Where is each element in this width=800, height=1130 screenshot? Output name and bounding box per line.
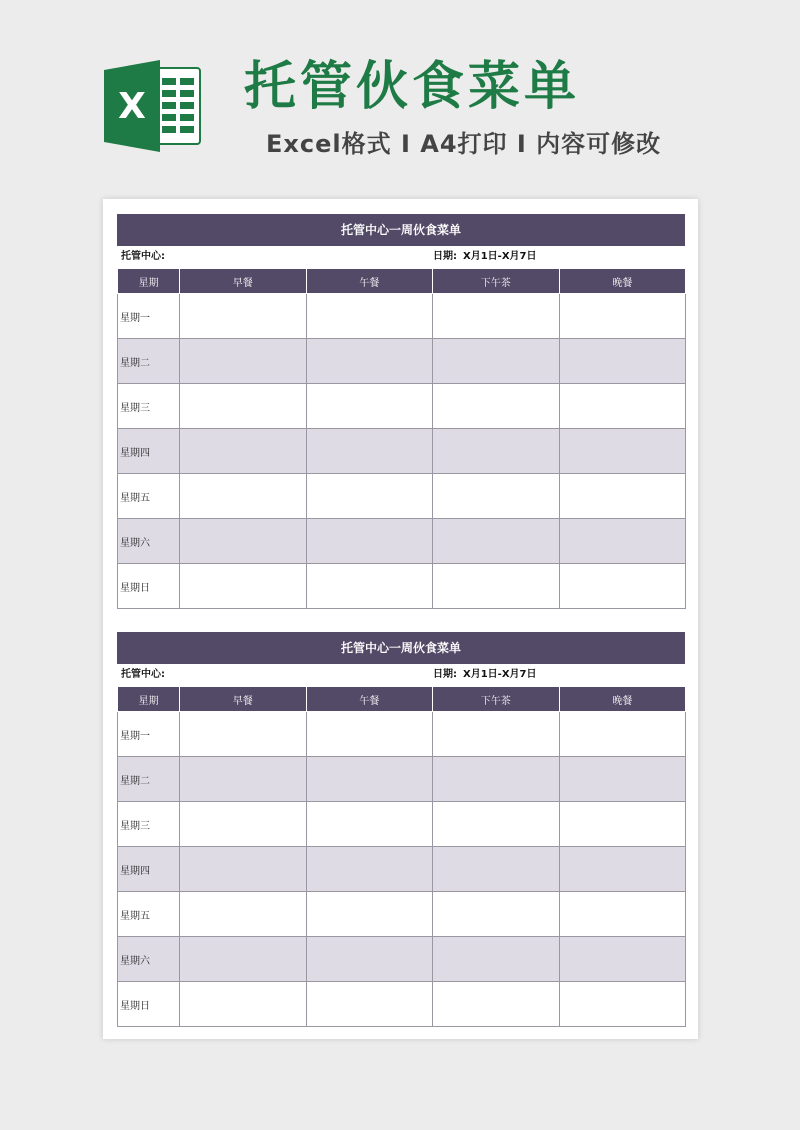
meal-cell[interactable] xyxy=(433,802,560,847)
svg-text:X: X xyxy=(118,86,146,127)
meal-cell[interactable] xyxy=(559,847,686,892)
meal-cell[interactable] xyxy=(180,384,307,429)
table-row xyxy=(118,429,686,474)
menu-sheet-1 xyxy=(117,214,685,609)
column-header: 星期 xyxy=(118,269,180,294)
menu-table xyxy=(117,686,686,1027)
meal-cell[interactable] xyxy=(559,802,686,847)
date-label: 日期: xyxy=(433,669,457,680)
document-page xyxy=(103,199,698,1039)
column-header: 晚餐 xyxy=(559,269,686,294)
day-cell: 星期日 xyxy=(118,982,180,1027)
table-header-row xyxy=(118,269,686,294)
table-row xyxy=(118,712,686,757)
meal-cell[interactable] xyxy=(559,339,686,384)
meal-cell[interactable] xyxy=(433,892,560,937)
meal-cell[interactable] xyxy=(306,339,433,384)
center-label: 托管中心: xyxy=(121,251,165,262)
meal-cell[interactable] xyxy=(180,802,307,847)
column-header: 午餐 xyxy=(306,687,433,712)
day-cell: 星期六 xyxy=(118,519,180,564)
page-subtitle: Excel格式 I A4打印 I 内容可修改 xyxy=(266,130,662,158)
meal-cell[interactable] xyxy=(306,757,433,802)
meal-cell[interactable] xyxy=(559,982,686,1027)
meal-cell[interactable] xyxy=(559,519,686,564)
day-cell: 星期四 xyxy=(118,429,180,474)
center-label: 托管中心: xyxy=(121,669,165,680)
excel-icon xyxy=(104,60,204,152)
meal-cell[interactable] xyxy=(433,712,560,757)
meal-cell[interactable] xyxy=(559,429,686,474)
meal-cell[interactable] xyxy=(306,564,433,609)
table-header-row xyxy=(118,687,686,712)
meal-cell[interactable] xyxy=(306,847,433,892)
day-cell: 星期六 xyxy=(118,937,180,982)
page-header xyxy=(0,0,800,190)
meal-cell[interactable] xyxy=(433,474,560,519)
day-cell: 星期三 xyxy=(118,384,180,429)
meal-cell[interactable] xyxy=(180,339,307,384)
meal-cell[interactable] xyxy=(180,474,307,519)
meal-cell[interactable] xyxy=(180,847,307,892)
meal-cell[interactable] xyxy=(180,564,307,609)
meal-cell[interactable] xyxy=(559,892,686,937)
day-cell: 星期二 xyxy=(118,757,180,802)
meal-cell[interactable] xyxy=(306,982,433,1027)
meal-cell[interactable] xyxy=(180,429,307,474)
meal-cell[interactable] xyxy=(433,847,560,892)
meal-cell[interactable] xyxy=(433,982,560,1027)
page-title: 托管伙食菜单 xyxy=(244,57,581,117)
column-header: 早餐 xyxy=(180,687,307,712)
table-row xyxy=(118,847,686,892)
meal-cell[interactable] xyxy=(433,339,560,384)
sheet-title: 托管中心一周伙食菜单 xyxy=(117,214,685,246)
day-cell: 星期日 xyxy=(118,564,180,609)
sheet-title: 托管中心一周伙食菜单 xyxy=(117,632,685,664)
table-row xyxy=(118,757,686,802)
table-row xyxy=(118,982,686,1027)
day-cell: 星期一 xyxy=(118,712,180,757)
table-row xyxy=(118,892,686,937)
meal-cell[interactable] xyxy=(433,384,560,429)
table-row xyxy=(118,339,686,384)
column-header: 早餐 xyxy=(180,269,307,294)
meal-cell[interactable] xyxy=(433,519,560,564)
meal-cell[interactable] xyxy=(433,937,560,982)
meal-cell[interactable] xyxy=(180,982,307,1027)
table-row xyxy=(118,519,686,564)
meal-cell[interactable] xyxy=(306,519,433,564)
column-header: 午餐 xyxy=(306,269,433,294)
menu-table xyxy=(117,268,686,609)
meal-cell[interactable] xyxy=(559,757,686,802)
day-cell: 星期五 xyxy=(118,892,180,937)
date-value: X月1日-X月7日 xyxy=(463,251,537,262)
meal-cell[interactable] xyxy=(180,519,307,564)
table-row xyxy=(118,384,686,429)
table-row xyxy=(118,937,686,982)
column-header: 下午茶 xyxy=(433,269,560,294)
meal-cell[interactable] xyxy=(306,384,433,429)
info-row xyxy=(117,664,685,686)
meal-cell[interactable] xyxy=(180,892,307,937)
meal-cell[interactable] xyxy=(306,294,433,339)
column-header: 下午茶 xyxy=(433,687,560,712)
date-value: X月1日-X月7日 xyxy=(463,669,537,680)
column-header: 星期 xyxy=(118,687,180,712)
day-cell: 星期五 xyxy=(118,474,180,519)
date-info xyxy=(433,664,543,686)
day-cell: 星期四 xyxy=(118,847,180,892)
date-label: 日期: xyxy=(433,251,457,262)
info-row xyxy=(117,246,685,268)
meal-cell[interactable] xyxy=(559,937,686,982)
meal-cell[interactable] xyxy=(433,564,560,609)
meal-cell[interactable] xyxy=(559,474,686,519)
meal-cell[interactable] xyxy=(180,937,307,982)
date-info xyxy=(433,246,543,268)
meal-cell[interactable] xyxy=(306,474,433,519)
meal-cell[interactable] xyxy=(559,564,686,609)
meal-cell[interactable] xyxy=(433,757,560,802)
meal-cell[interactable] xyxy=(306,429,433,474)
table-row xyxy=(118,474,686,519)
meal-cell[interactable] xyxy=(180,294,307,339)
meal-cell[interactable] xyxy=(306,712,433,757)
meal-cell[interactable] xyxy=(180,712,307,757)
menu-sheet-2 xyxy=(117,632,685,1027)
table-row xyxy=(118,564,686,609)
meal-cell[interactable] xyxy=(306,937,433,982)
meal-cell[interactable] xyxy=(559,384,686,429)
meal-cell[interactable] xyxy=(306,802,433,847)
meal-cell[interactable] xyxy=(559,294,686,339)
table-row xyxy=(118,294,686,339)
meal-cell[interactable] xyxy=(433,294,560,339)
day-cell: 星期三 xyxy=(118,802,180,847)
meal-cell[interactable] xyxy=(559,712,686,757)
day-cell: 星期一 xyxy=(118,294,180,339)
table-row xyxy=(118,802,686,847)
meal-cell[interactable] xyxy=(180,757,307,802)
meal-cell[interactable] xyxy=(306,892,433,937)
meal-cell[interactable] xyxy=(433,429,560,474)
column-header: 晚餐 xyxy=(559,687,686,712)
day-cell: 星期二 xyxy=(118,339,180,384)
